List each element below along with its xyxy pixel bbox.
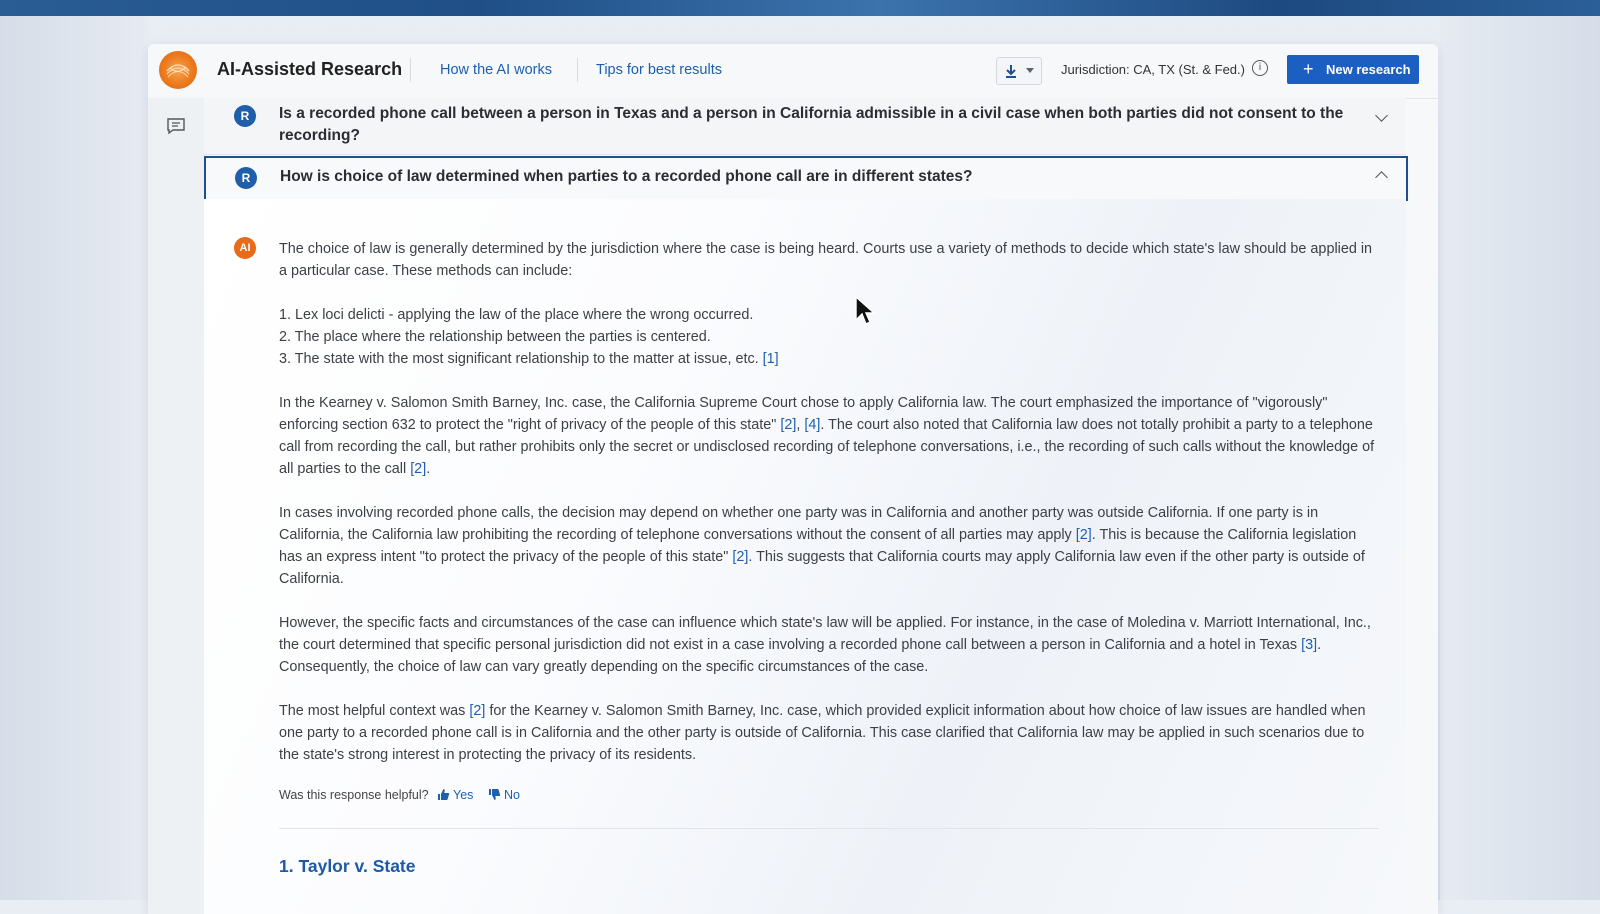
list-item: 3. The state with the most significant relationship to the matter at issue, etc. [1] — [279, 351, 779, 367]
question-row[interactable] — [204, 98, 1406, 155]
app-header — [148, 44, 1438, 99]
question-text: Is a recorded phone call between a person in Texas and a person in California admissible in a civil case when both parties did not consent to the recording? — [279, 105, 1344, 144]
feedback-bar — [279, 788, 520, 802]
answer-paragraph: The most helpful context was [2] for the Kearney v. Salomon Smith Barney, Inc. case, which provided explicit information about how choice of law issues are handled when one party to a recorded phone call is in California and the other party is outside of California. This case clarified that California law may be applied in such scenarios due to the state's strong interest in protecting the privacy of its residents. — [279, 703, 1366, 763]
jurisdiction-label: Jurisdiction: CA, TX (St. & Fed.) — [1061, 62, 1245, 77]
no-button[interactable]: No — [488, 788, 520, 802]
plus-icon: + — [1303, 59, 1314, 79]
info-icon[interactable]: i — [1252, 60, 1268, 76]
thumbs-up-icon — [437, 788, 450, 801]
question-row-selected[interactable] — [204, 156, 1408, 201]
user-avatar: R — [234, 105, 256, 127]
ai-avatar: AI — [234, 237, 256, 259]
citation-link[interactable]: [2] — [780, 417, 797, 433]
backdrop-left — [0, 16, 148, 900]
backdrop-right — [1440, 16, 1600, 900]
new-research-button[interactable] — [1287, 55, 1419, 84]
answer-paragraph: In the Kearney v. Salomon Smith Barney, Inc. case, the California Supreme Court chose to apply California law. The court emphasized the importance of "vigorously" enforcing section 632 to protect the "right of privacy of the people of this state" [2], [4]. The court also noted that California law does not totally prohibit a party to a telephone call from recording the call, but rather prohibits only the secret or undisclosed recording of telephone conversations, i.e., the recording of such calls without the knowledge of all parties to the call [2]. — [279, 395, 1375, 477]
citation-link[interactable]: [2] — [410, 461, 427, 477]
divider — [577, 58, 578, 82]
top-band — [0, 0, 1600, 16]
list-item: 1. Lex loci delicti - applying the law of the place where the wrong occurred. — [279, 307, 754, 323]
user-avatar: R — [235, 167, 257, 189]
how-ai-works-link[interactable]: How the AI works — [440, 62, 553, 78]
answer-paragraph: In cases involving recorded phone calls, the decision may depend on whether one party was in California and another party was outside California. If one party is in California, the California law prohibiting the recording of telephone conversations without the consent of all parties may apply [2]. This is because the California legislation has an express intent "to protect the privacy of the people of this state" [2]. This suggests that California courts may apply California law even if the other party is outside of California. — [279, 505, 1365, 587]
chat-icon[interactable] — [166, 116, 186, 136]
logo-icon — [159, 51, 197, 89]
answer-text — [279, 238, 1379, 788]
answer-paragraph: However, the specific facts and circumstances of the case can influence which state's law will be applied. For instance, in the case of Moledina v. Marriott International, Inc., the court determined that specific personal jurisdiction did not exist in a case involving a recorded phone call between a person in California and a hotel in Texas [3]. Consequently, the choice of law can vary greatly depending on the specific circumstances of the case. — [279, 615, 1371, 675]
download-button[interactable] — [996, 57, 1042, 85]
citation-link[interactable]: [2] — [1075, 527, 1092, 543]
app-title: AI-Assisted Research — [217, 59, 403, 79]
chevron-down-icon[interactable] — [1375, 109, 1388, 122]
left-rail — [148, 98, 205, 914]
research-window — [148, 44, 1438, 914]
chevron-up-icon[interactable] — [1375, 171, 1388, 184]
answer-panel — [204, 199, 1406, 914]
list-item: 2. The place where the relationship between the parties is centered. — [279, 329, 711, 345]
tips-link[interactable]: Tips for best results — [596, 62, 722, 78]
thumbs-down-icon — [488, 788, 501, 801]
question-text: How is choice of law determined when parties to a recorded phone call are in different states? — [280, 168, 973, 185]
feedback-question: Was this response helpful? — [279, 788, 429, 802]
yes-button[interactable]: Yes — [437, 788, 473, 802]
chevron-down-icon — [1026, 68, 1034, 73]
citation-link[interactable]: [3] — [1301, 637, 1318, 653]
new-research-label: New research — [1326, 62, 1411, 77]
citation-link[interactable]: [1] — [762, 351, 779, 367]
citation-link[interactable]: [2] — [469, 703, 486, 719]
download-icon — [1003, 63, 1019, 79]
result-title[interactable]: 1. Taylor v. State — [279, 856, 416, 876]
citation-link[interactable]: [4] — [804, 417, 821, 433]
answer-list — [279, 304, 1379, 370]
cursor-icon — [855, 296, 877, 328]
section-divider — [279, 828, 1379, 829]
answer-paragraph: The choice of law is generally determined by the jurisdiction where the case is being heard. Courts use a variety of methods to decide which state's law should be applied in a particular case. These methods can include: — [279, 241, 1373, 279]
citation-link[interactable]: [2] — [732, 549, 749, 565]
divider — [410, 58, 411, 82]
